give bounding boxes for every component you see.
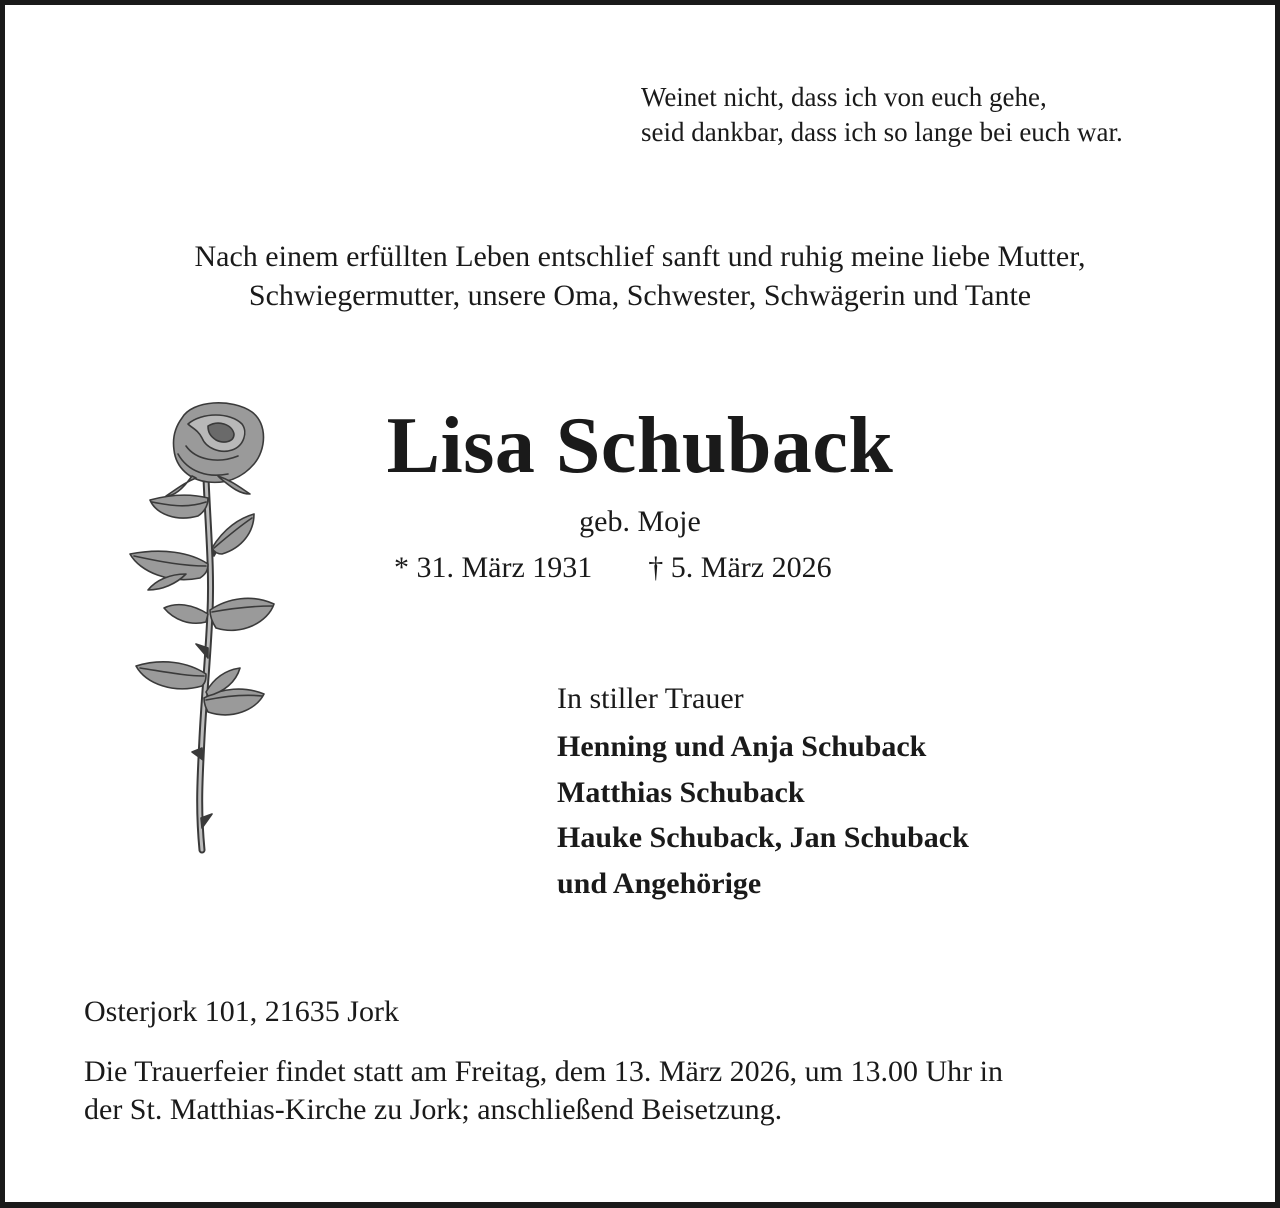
motto-verse — [641, 80, 1123, 150]
motto-line-2: seid dankbar, dass ich so lange bei euch war. — [641, 117, 1123, 147]
motto-line-1: Weinet nicht, dass ich von euch gehe, — [641, 82, 1047, 112]
intro-line-2: Schwiegermutter, unsere Oma, Schwester, Schwägerin und Tante — [248, 279, 1032, 312]
mourners-block — [557, 680, 969, 906]
mourner-name: Henning und Anja Schuback — [557, 730, 927, 763]
mourner-name: Matthias Schuback — [557, 775, 805, 809]
mourner-name: und Angehörige — [557, 866, 762, 900]
intro-text — [0, 237, 1280, 315]
deceased-name: Lisa Schuback — [386, 402, 894, 490]
intro-line-1: Nach einem erfüllten Leben entschlief sanft und ruhig meine liebe Mutter, — [194, 240, 1086, 273]
maiden-name: geb. Moje — [579, 505, 701, 538]
life-dates — [394, 549, 832, 587]
mourning-intro: In stiller Trauer — [557, 682, 744, 715]
mourner-name: Hauke Schuback, Jan Schuback — [557, 821, 969, 854]
ceremony-line-1: Die Trauerfeier findet statt am Freitag, dem 13. März 2026, um 13.00 Uhr in — [84, 1055, 1003, 1088]
death-date: † 5. März 2026 — [648, 551, 832, 584]
family-address: Osterjork 101, 21635 Jork — [84, 995, 399, 1028]
birth-date: * 31. März 1931 — [394, 551, 593, 584]
ceremony-line-2: der St. Matthias-Kirche zu Jork; anschließend Beisetzung. — [84, 1093, 783, 1126]
ceremony-info — [84, 1053, 1003, 1129]
